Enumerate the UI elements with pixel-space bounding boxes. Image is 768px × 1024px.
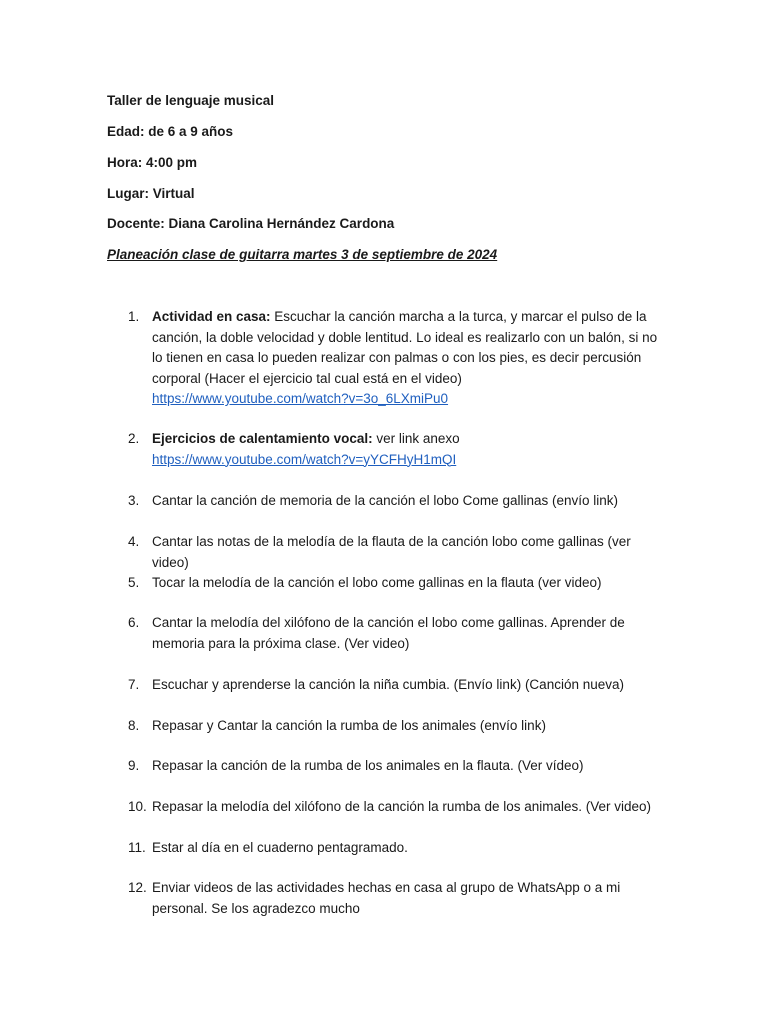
list-item <box>128 491 668 512</box>
youtube-link[interactable]: https://www.youtube.com/watch?v=3o_6LXmiPu0 <box>152 391 449 406</box>
list-item <box>128 756 668 777</box>
item-text: Cantar la melodía del xilófono de la canción el lobo come gallinas. Aprender de memoria para la próxima clase. (Ver video) <box>152 615 625 651</box>
item-number: 9. <box>128 758 140 773</box>
time-line: Hora: 4:00 pm <box>107 155 198 170</box>
item-number: 5. <box>128 575 140 590</box>
item-text: Tocar la melodía de la canción el lobo come gallinas en la flauta (ver video) <box>152 575 602 590</box>
item-body <box>152 429 668 470</box>
item-text: Cantar la canción de memoria de la canción el lobo Come gallinas (envío link) <box>152 493 618 508</box>
item-text: Estar al día en el cuaderno pentagramado. <box>152 840 408 855</box>
list-item <box>128 797 668 818</box>
list-item <box>128 716 668 737</box>
youtube-link[interactable]: https://www.youtube.com/watch?v=yYCFHyH1mQI <box>152 451 457 467</box>
list-item <box>128 532 668 573</box>
item-text: Repasar la canción de la rumba de los animales en la flauta. (Ver vídeo) <box>152 758 584 773</box>
item-text: ver link anexo <box>372 431 460 446</box>
lesson-plan-heading: Planeación clase de guitarra martes 3 de septiembre de 2024 <box>107 247 498 262</box>
item-number: 1. <box>128 309 140 324</box>
workshop-title: Taller de lenguaje musical <box>107 93 275 108</box>
item-text: Repasar y Cantar la canción la rumba de los animales (envío link) <box>152 718 546 733</box>
teacher-line: Docente: Diana Carolina Hernández Cardona <box>107 216 395 231</box>
item-number: 12. <box>128 880 147 895</box>
list-item <box>128 675 668 696</box>
item-number: 3. <box>128 493 140 508</box>
list-item <box>128 573 668 594</box>
list-item <box>128 307 668 410</box>
item-number: 10. <box>128 799 147 814</box>
item-lead: Actividad en casa: <box>152 309 271 324</box>
item-text: Escuchar la canción marcha a la turca, y marcar el pulso de la canción, la doble velocidad y doble lentitud. Lo ideal es realizarlo con un balón, si no lo tienen en casa lo pueden realizar con palmas o con los pies, es decir percusión corporal (Hacer el ejercicio tal cual está en el video) <box>152 309 658 386</box>
item-text: Cantar las notas de la melodía de la flauta de la canción lobo come gallinas (ver video) <box>152 534 631 570</box>
list-item <box>128 838 668 859</box>
item-text: Escuchar y aprenderse la canción la niña cumbia. (Envío link) (Canción nueva) <box>152 677 624 692</box>
list-item <box>128 429 668 470</box>
item-number: 4. <box>128 534 140 549</box>
item-number: 8. <box>128 718 140 733</box>
place-line: Lugar: Virtual <box>107 186 195 201</box>
item-lead: Ejercicios de calentamiento vocal: <box>152 431 373 446</box>
item-number: 7. <box>128 677 140 692</box>
age-line: Edad: de 6 a 9 años <box>107 124 234 139</box>
list-item <box>128 878 668 919</box>
list-item <box>128 613 668 654</box>
item-number: 2. <box>128 431 140 446</box>
item-number: 11. <box>128 840 146 855</box>
item-number: 6. <box>128 615 140 630</box>
item-text: Repasar la melodía del xilófono de la canción la rumba de los animales. (Ver video) <box>152 799 652 814</box>
item-body <box>152 307 668 410</box>
item-text: Enviar videos de las actividades hechas en casa al grupo de WhatsApp o a mi personal. Se los agradezco mucho <box>152 880 621 916</box>
